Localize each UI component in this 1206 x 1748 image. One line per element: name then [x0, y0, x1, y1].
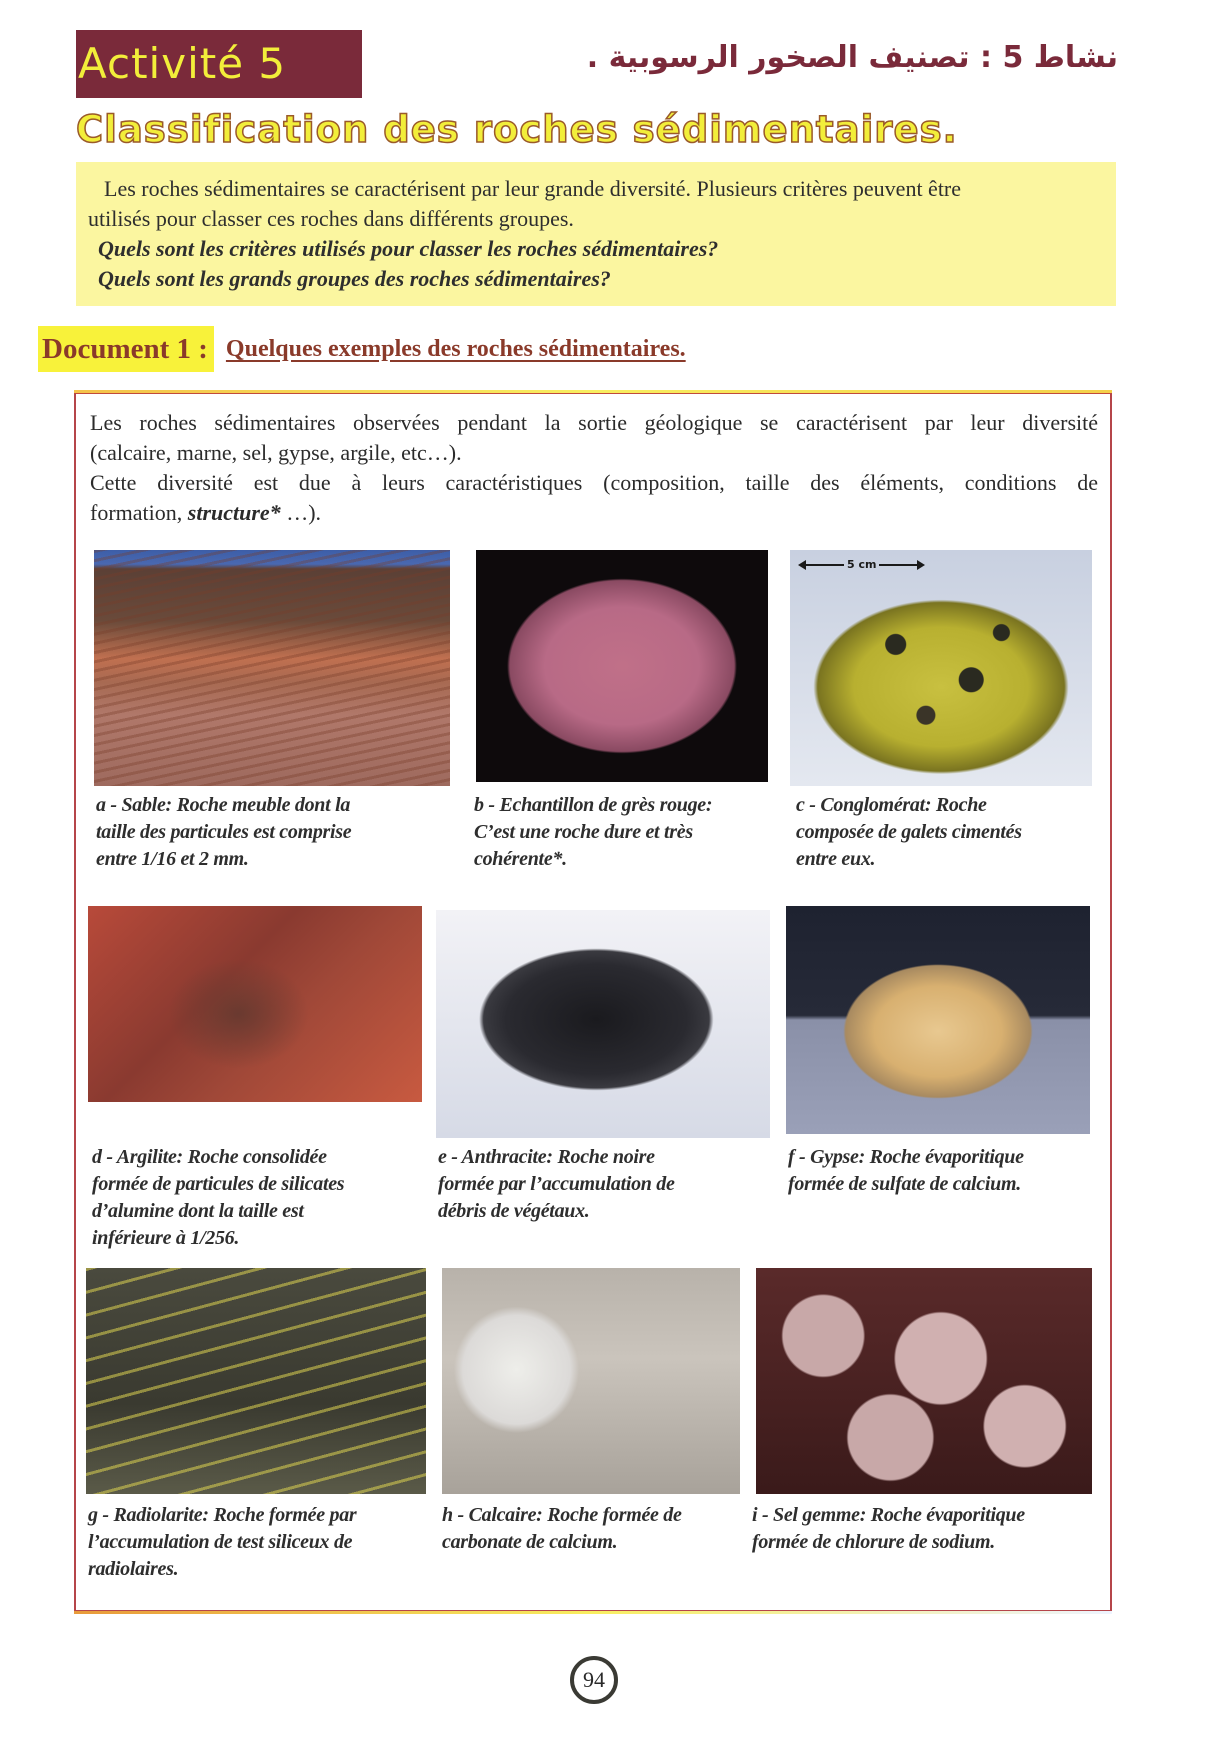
caption-line: i - Sel gemme: Roche évaporitique — [752, 1504, 1025, 1526]
page-number: 94 — [570, 1656, 618, 1704]
intro-question-2: Quels sont les grands groupes des roches sédimentaires? — [98, 266, 611, 291]
document-frame — [74, 392, 1112, 1612]
photo-argilite — [88, 906, 422, 1102]
caption-line: d - Argilite: Roche consolidée — [92, 1146, 327, 1168]
structure-term: structure* — [187, 500, 281, 525]
text-fragment: formation, — [90, 500, 188, 525]
photo-sel-gemme — [756, 1268, 1092, 1494]
intro-paragraph-line1: Les roches sédimentaires se caractérisent par leur grande diversité. Plusieurs critères peuvent être — [104, 176, 962, 201]
caption-line: entre eux. — [796, 848, 876, 870]
intro-question-1: Quels sont les critères utilisés pour classer les roches sédimentaires? — [98, 236, 719, 261]
caption-b — [474, 792, 774, 873]
scale-label: 5 cm — [847, 558, 877, 571]
caption-line: composée de galets cimentés — [796, 821, 1022, 843]
caption-line: b - Echantillon de grès rouge: — [474, 794, 713, 816]
activity-label: Activité 5 — [78, 39, 287, 88]
document-text-line2: (calcaire, marne, sel, gypse, argile, etc…). — [90, 440, 462, 465]
document-subtitle: Quelques exemples des roches sédimentaires. — [225, 335, 686, 362]
caption-line: formée de chlorure de sodium. — [752, 1531, 995, 1553]
arrow-right-icon — [879, 564, 923, 566]
arabic-title: نشاط 5 : تصنيف الصخور الرسوبية . — [586, 40, 1118, 75]
caption-line: taille des particules est comprise — [96, 821, 352, 843]
document-text-line3: Cette diversité est due à leurs caractéristiques (composition, taille des éléments, conditions de — [90, 470, 1098, 495]
caption-line: formée par l’accumulation de — [438, 1173, 675, 1195]
caption-i — [752, 1502, 1092, 1556]
caption-c — [796, 792, 1096, 873]
arrow-left-icon — [800, 564, 844, 566]
caption-g — [88, 1502, 438, 1583]
photo-calcaire — [442, 1268, 740, 1494]
photo-gypse — [786, 906, 1090, 1134]
caption-h — [442, 1502, 742, 1556]
caption-line: inférieure à 1/256. — [92, 1227, 240, 1249]
caption-line: formée de particules de silicates — [92, 1173, 345, 1195]
caption-line: c - Conglomérat: Roche — [796, 794, 987, 816]
intro-box — [76, 162, 1116, 306]
caption-a — [96, 792, 456, 873]
photo-conglomerat — [790, 550, 1092, 786]
caption-line: carbonate de calcium. — [442, 1531, 618, 1553]
caption-line: f - Gypse: Roche évaporitique — [788, 1146, 1024, 1168]
caption-line: radiolaires. — [88, 1558, 179, 1580]
caption-line: entre 1/16 et 2 mm. — [96, 848, 249, 870]
caption-line: l’accumulation de test siliceux de — [88, 1531, 353, 1553]
caption-line: cohérente*. — [474, 848, 567, 870]
caption-e — [438, 1144, 758, 1225]
photo-gres-rouge — [476, 550, 768, 782]
caption-line: formée de sulfate de calcium. — [788, 1173, 1021, 1195]
photo-radiolarite — [86, 1268, 426, 1494]
activity-badge — [76, 30, 362, 98]
caption-f — [788, 1144, 1088, 1198]
photo-anthracite — [436, 910, 770, 1138]
document-label: Document 1 : — [38, 326, 214, 372]
caption-d — [92, 1144, 432, 1252]
document-text-line4 — [90, 498, 1098, 528]
photo-sable — [94, 550, 450, 786]
intro-paragraph-line2: utilisés pour classer ces roches dans différents groupes. — [88, 206, 574, 231]
text-fragment: …). — [280, 500, 322, 525]
document-header — [38, 326, 686, 372]
caption-line: h - Calcaire: Roche formée de — [442, 1504, 682, 1526]
caption-line: C’est une roche dure et très — [474, 821, 693, 843]
caption-line: d’alumine dont la taille est — [92, 1200, 304, 1222]
caption-line: g - Radiolarite: Roche formée par — [88, 1504, 357, 1526]
caption-line: e - Anthracite: Roche noire — [438, 1146, 655, 1168]
document-text — [90, 408, 1098, 528]
caption-line: a - Sable: Roche meuble dont la — [96, 794, 351, 816]
page-title: Classification des roches sédimentaires. — [76, 108, 958, 151]
caption-line: débris de végétaux. — [438, 1200, 590, 1222]
document-text-line1: Les roches sédimentaires observées pendant la sortie géologique se caractérisent par leur diversité — [90, 410, 1098, 435]
scale-bar — [800, 558, 923, 571]
